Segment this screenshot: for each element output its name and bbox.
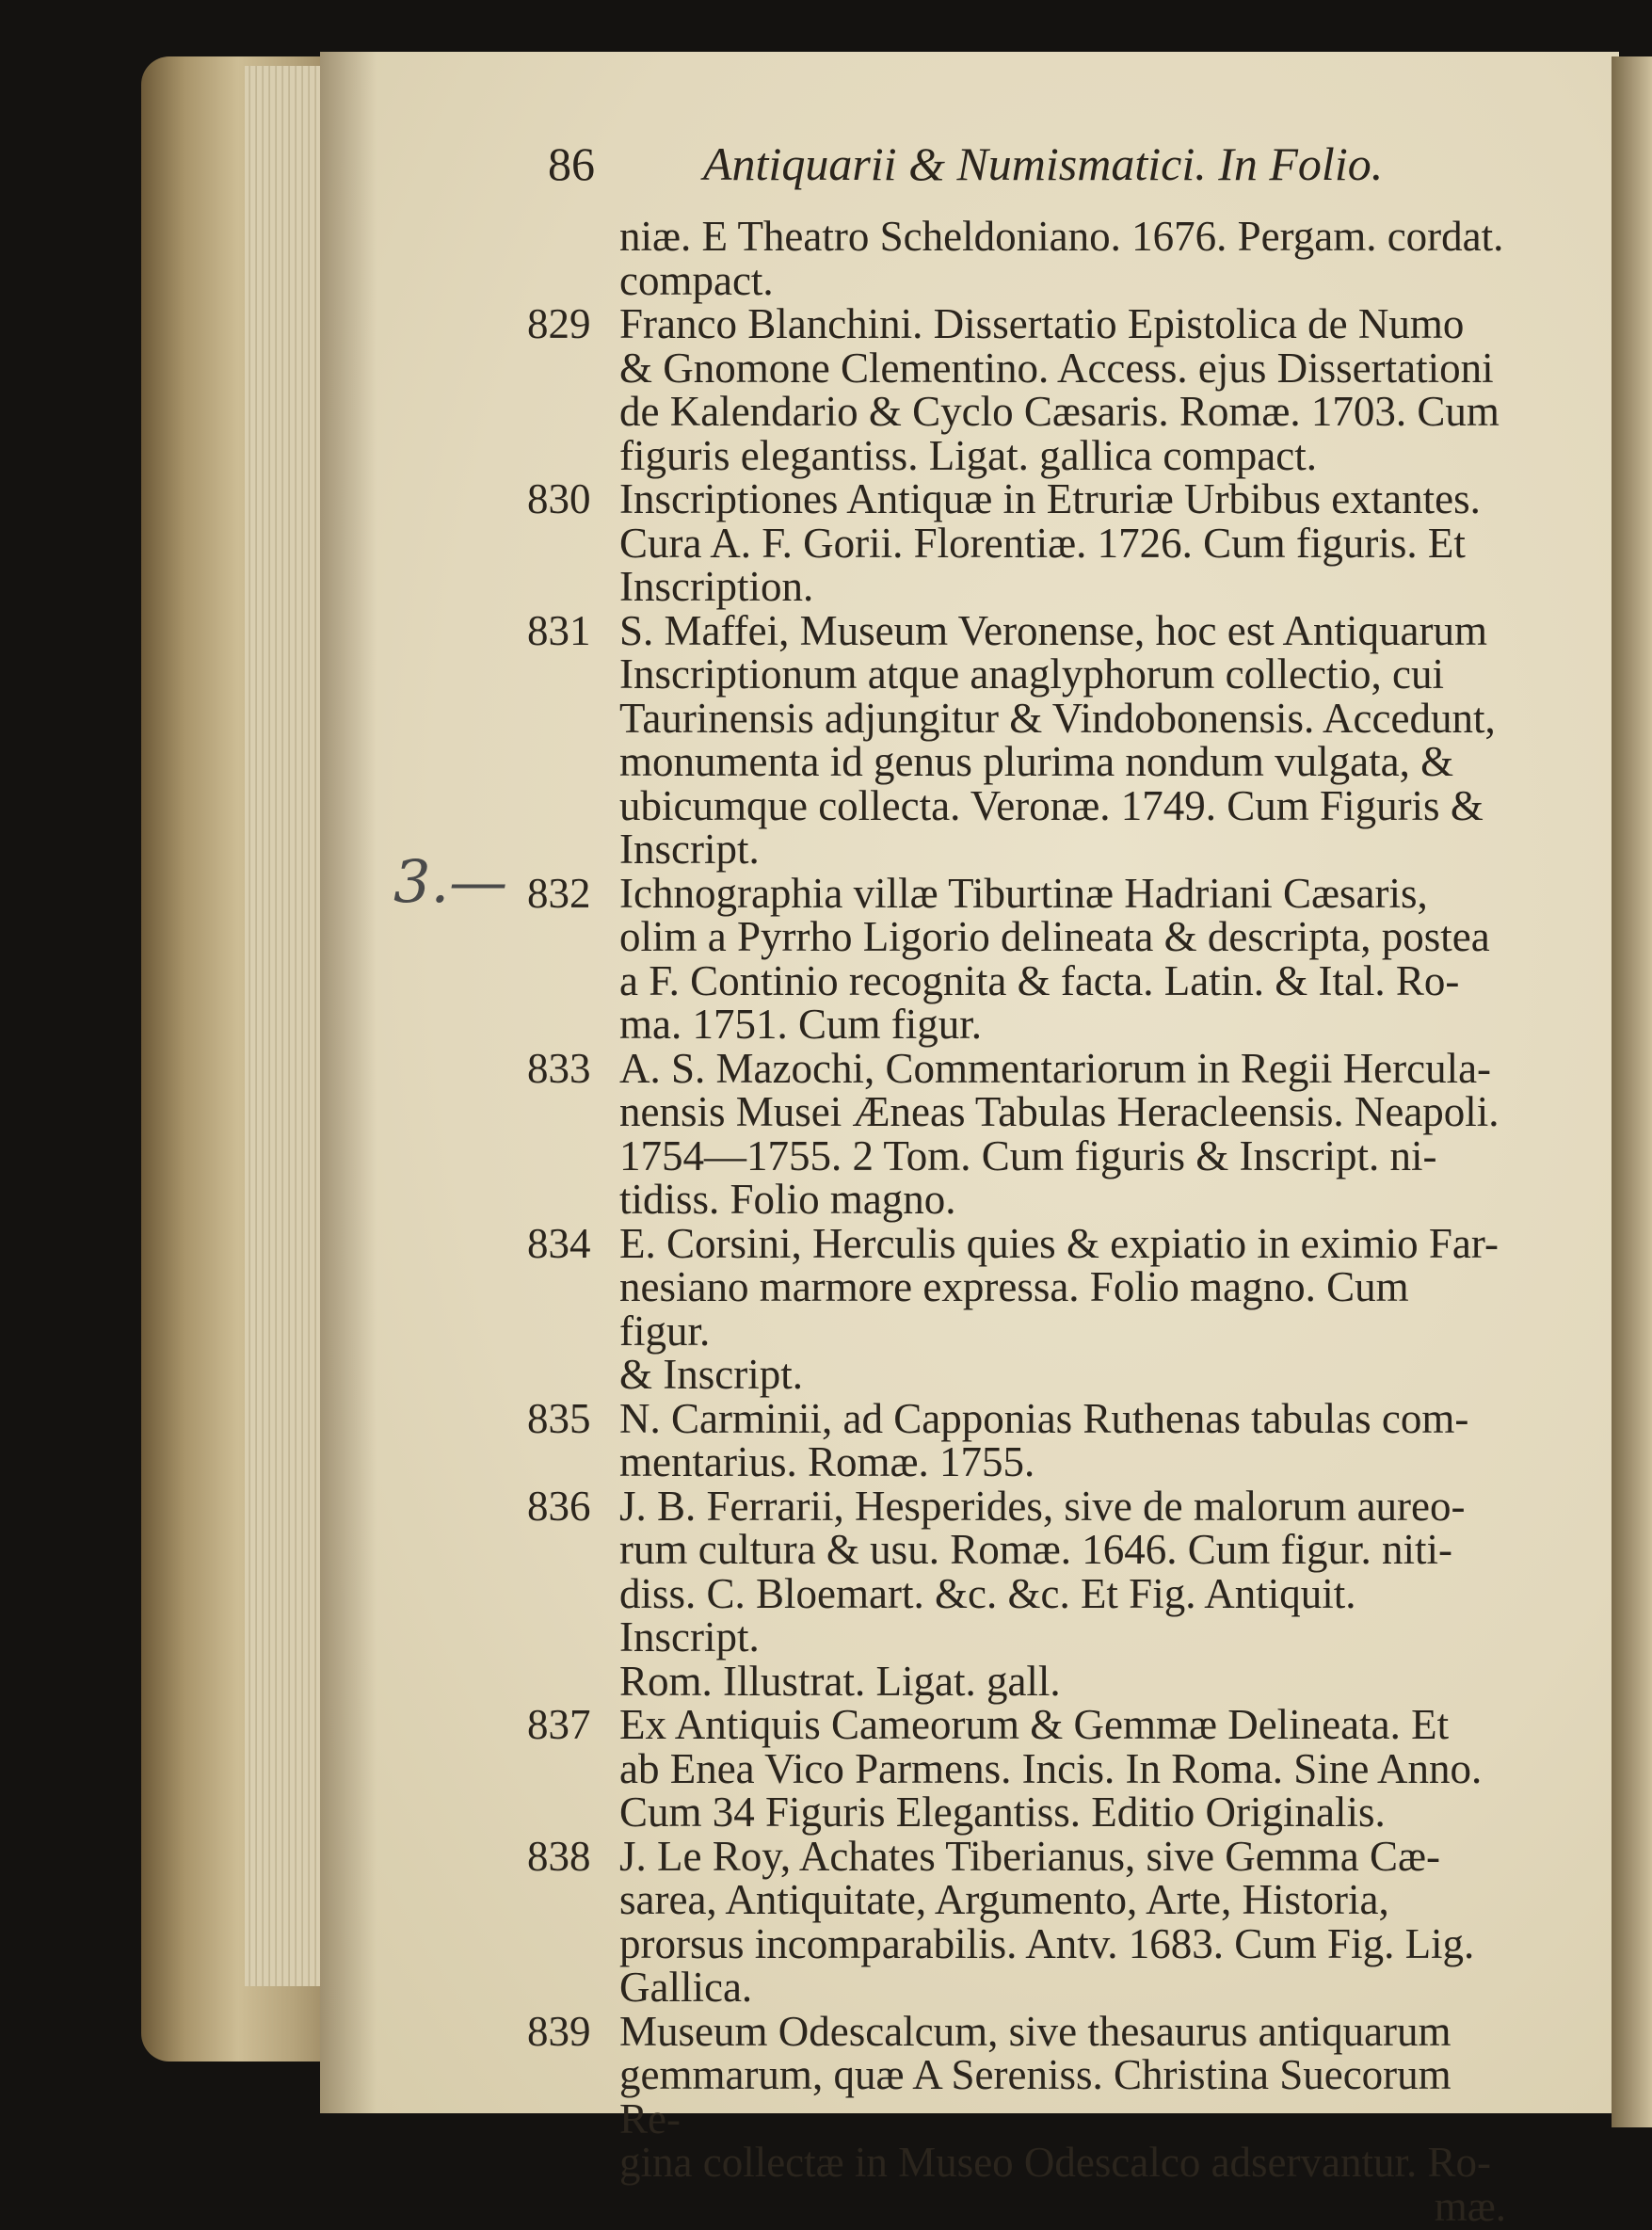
- catalog-entries: [527, 215, 1506, 2228]
- entry-line: nesiano marmore expressa. Folio magno. Cum figur.: [619, 1263, 1409, 1355]
- catalog-entry: [527, 1703, 1506, 1835]
- handwritten-margin-note: 3.—: [393, 847, 508, 916]
- entry-line: compact.: [619, 256, 774, 304]
- gutter-shadow: [320, 52, 377, 2113]
- catalog-entry: [527, 869, 1506, 1048]
- entry-line: & Inscript.: [619, 1351, 803, 1398]
- entry-number: 836: [527, 1482, 591, 1530]
- entry-line: niæ. E Theatro Scheldoniano. 1676. Pergam. cordat.: [619, 213, 1504, 260]
- catalog-entry: [527, 2007, 1506, 2230]
- entry-line: Museum Odescalcum, sive thesaurus antiquarum: [619, 2007, 1452, 2055]
- entry-line: Franco Blanchini. Dissertatio Epistolica de Numo: [619, 300, 1465, 347]
- entry-line: Ichnographia villæ Tiburtinæ Hadriani Cæsaris,: [619, 869, 1428, 917]
- entry-line: tidiss. Folio magno.: [619, 1176, 956, 1223]
- entry-line: A. S. Mazochi, Commentariorum in Regii Hercula-: [619, 1044, 1492, 1092]
- entry-line: E. Corsini, Herculis quies & expiatio in eximio Far-: [619, 1219, 1499, 1267]
- entry-number: 830: [527, 475, 591, 522]
- catalog-entry: [527, 1484, 1506, 1704]
- entry-line: J. Le Roy, Achates Tiberianus, sive Gemma Cæ-: [619, 1832, 1441, 1880]
- entry-line: J. B. Ferrarii, Hesperides, sive de malorum aureo-: [619, 1482, 1466, 1530]
- entry-line: mæ.: [1434, 2182, 1506, 2230]
- catalog-entry: [527, 1219, 1506, 1398]
- facing-page-edge: [1612, 56, 1652, 2127]
- entry-line: figuris elegantiss. Ligat. gallica compact.: [619, 431, 1318, 479]
- catalog-entry: [527, 1832, 1506, 2011]
- catalog-entry: [527, 215, 1506, 302]
- page-number: 86: [548, 137, 595, 190]
- entry-number: 829: [527, 300, 591, 347]
- entry-line: N. Carminii, ad Capponias Ruthenas tabulas com-: [619, 1394, 1469, 1442]
- entry-number: 833: [527, 1044, 591, 1092]
- page-header: [548, 136, 1499, 193]
- entry-number: 834: [527, 1219, 591, 1267]
- catalog-entry: [527, 1044, 1506, 1223]
- entry-number: 839: [527, 2007, 591, 2055]
- entry-line: nensis Musei Æneas Tabulas Heracleensis. Neapoli.: [619, 1088, 1500, 1135]
- entry-line: de Kalendario & Cyclo Cæsaris. Romæ. 1703. Cum: [619, 388, 1500, 435]
- entry-line: Inscription.: [619, 563, 814, 610]
- entry-line: prorsus incomparabilis. Antv. 1683. Cum Fig. Lig.: [619, 1919, 1475, 1967]
- entry-line: Inscript.: [619, 826, 760, 873]
- entry-line: S. Maffei, Museum Veronense, hoc est Antiquarum: [619, 606, 1487, 654]
- entry-line: Rom. Illustrat. Ligat. gall.: [619, 1657, 1061, 1705]
- entry-number: 837: [527, 1701, 591, 1748]
- entry-line: ma. 1751. Cum figur.: [619, 1001, 982, 1048]
- running-title: Antiquarii & Numismatici. In Folio.: [703, 137, 1384, 190]
- entry-line: sarea, Antiquitate, Argumento, Arte, Historia,: [619, 1876, 1389, 1923]
- entry-line: Cum 34 Figuris Elegantiss. Editio Originalis.: [619, 1789, 1386, 1836]
- catalog-entry: [527, 606, 1506, 873]
- entry-line: mentarius. Romæ. 1755.: [619, 1438, 1035, 1485]
- entry-line: Taurinensis adjungitur & Vindobonensis. Accedunt,: [619, 694, 1496, 742]
- entry-number: 831: [527, 606, 591, 654]
- entry-line: Cura A. F. Gorii. Florentiæ. 1726. Cum figuris. Et: [619, 519, 1466, 567]
- entry-line: monumenta id genus plurima nondum vulgata, &: [619, 738, 1454, 785]
- entry-number: 838: [527, 1832, 591, 1880]
- entry-line: Inscriptionum atque anaglyphorum collectio, cui: [619, 650, 1445, 698]
- catalog-entry: [527, 302, 1506, 477]
- entry-line: rum cultura & usu. Romæ. 1646. Cum figur. niti-: [619, 1526, 1452, 1573]
- entry-line: Gallica.: [619, 1964, 753, 2011]
- entry-line: a F. Continio recognita & facta. Latin. & Ital. Ro-: [619, 956, 1460, 1004]
- catalog-entry: [527, 477, 1506, 609]
- entry-line: Ex Antiquis Cameorum & Gemmæ Delineata. Et: [619, 1701, 1450, 1748]
- entry-number: 835: [527, 1394, 591, 1442]
- entry-line: Inscriptiones Antiquæ in Etruriæ Urbibus extantes.: [619, 475, 1481, 522]
- entry-line: ubicumque collecta. Veronæ. 1749. Cum Figuris &: [619, 781, 1484, 829]
- entry-line: gemmarum, quæ A Sereniss. Christina Suecorum Re-: [619, 2051, 1452, 2142]
- entry-line: gina collectæ in Museo Odescalco adservantur. Ro-: [619, 2139, 1491, 2186]
- entry-line: diss. C. Bloemart. &c. &c. Et Fig. Antiquit. Inscript.: [619, 1569, 1356, 1660]
- entry-line: olim a Pyrrho Ligorio delineata & descripta, postea: [619, 913, 1490, 960]
- entry-line: 1754—1755. 2 Tom. Cum figuris & Inscript. ni-: [619, 1131, 1437, 1179]
- entry-number: 832: [527, 869, 591, 917]
- entry-line: & Gnomone Clementino. Access. ejus Dissertationi: [619, 344, 1494, 392]
- catalog-entry: [527, 1394, 1506, 1485]
- entry-line: ab Enea Vico Parmens. Incis. In Roma. Sine Anno.: [619, 1744, 1483, 1792]
